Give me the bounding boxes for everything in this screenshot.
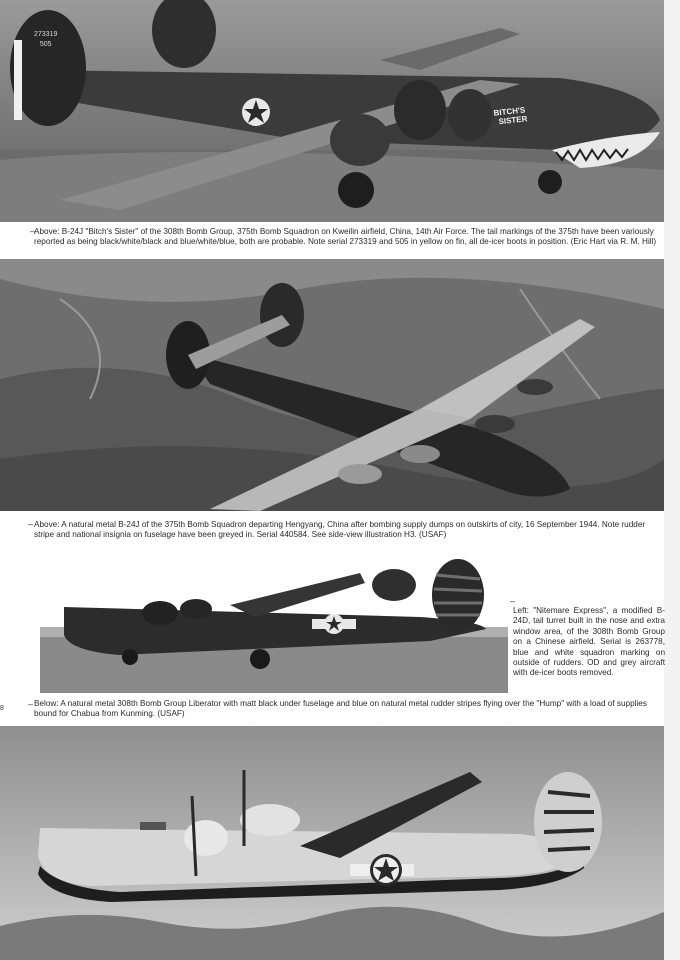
photo-hengyang-departure [0, 259, 664, 511]
caption-marker: – [510, 596, 516, 606]
caption-hengyang: Above: A natural metal B-24J of the 375th Bomb Squadron departing Hengyang, China after bombing supply dumps on outskirts of city, 16 September 1944. Note rudder stripe and national insignia on fuselage have been greyed in. Serial 440584. See side-view illustration H3. (USAF) [34, 520, 646, 540]
caption-bitchs-sister: Above: B-24J "Bitch's Sister" of the 308th Bomb Group, 375th Bomb Squadron on Kweilin airfield, China, 14th Air Force. The tail markings of the 375th have been variously reported as being black/white/black and blue/white/blue, both are probable. Note serial 273319 and 505 in yellow on fin, all de-icer boots in position. (Eric Hart via R. M. Hill) [34, 227, 657, 247]
photo-hump-flight [0, 726, 664, 960]
page-number: 8 [0, 705, 4, 712]
caption-marker: – [30, 226, 36, 236]
caption-marker: – [28, 699, 34, 709]
fin-serial-line1: 273319 [34, 31, 58, 38]
caption-nitemare-express: Left: "Nitemare Express", a modified B-24D, tail turret built in the nose and extra window area, of the 308th Bomb Group on a Chinese airfield. Serial is 263778, blue and white squadron marking on outside of rudders. OD and grey aircraft with de-icer boots removed. [513, 606, 665, 678]
photo-bitchs-sister [0, 0, 664, 222]
nose-art-line1: BITCH'S [493, 105, 526, 118]
page-edge [664, 0, 680, 960]
caption-marker: – [28, 519, 34, 529]
photo-nitemare-express [40, 555, 508, 693]
nose-art-line2: SISTER [498, 114, 528, 127]
caption-hump: Below: A natural metal 308th Bomb Group Liberator with matt black under fuselage and blue on natural metal rudder stripes flying over the "Hump" with a load of supplies bound for Chabua from Kunming. (USAF) [34, 699, 647, 719]
fin-serial-line2: 505 [39, 41, 52, 48]
